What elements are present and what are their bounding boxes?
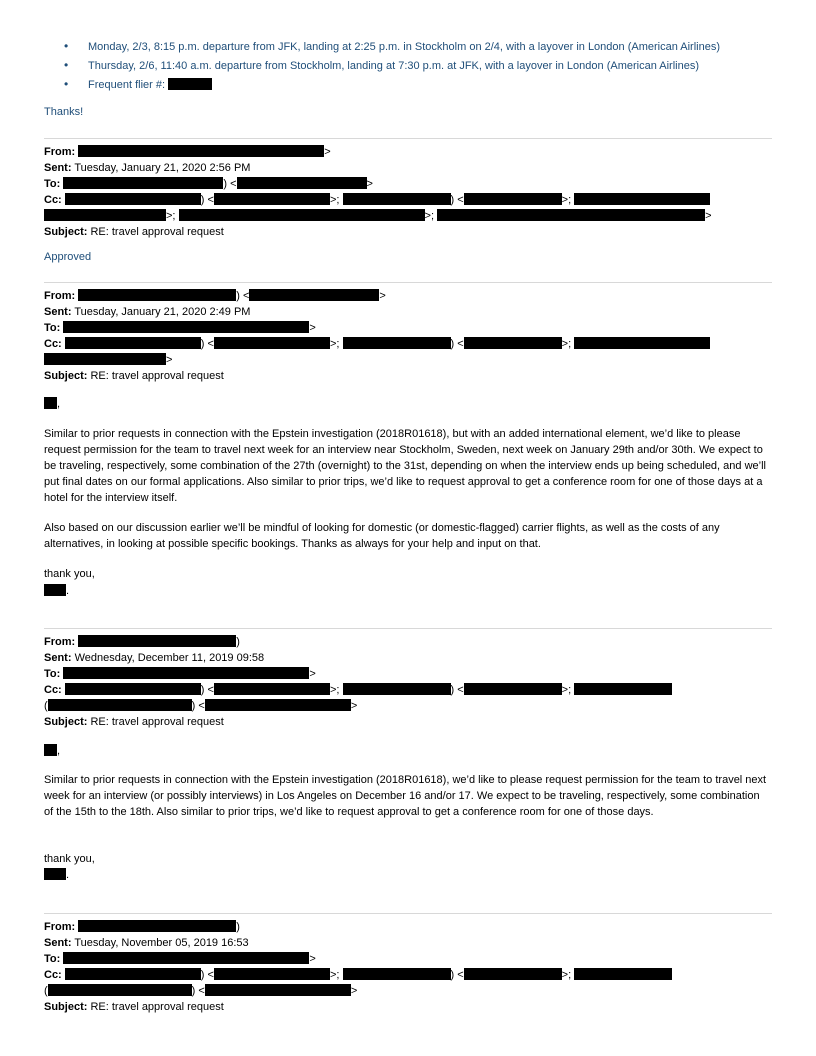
email-header (44, 628, 772, 731)
salutation: , (44, 397, 60, 410)
redaction (214, 683, 330, 695)
thanks-text: Thanks! (44, 106, 84, 118)
to-line: To: ) < > (44, 178, 373, 190)
redaction (343, 683, 451, 695)
divider (44, 138, 772, 139)
email-header (44, 282, 772, 385)
email-header (44, 913, 772, 1016)
redaction (464, 337, 562, 349)
bullet-text: Thursday, 2/6, 11:40 a.m. departure from Stockholm, landing at 7:30 p.m. at JFK, with a layover in London (American Airlines) (88, 60, 699, 72)
redaction (237, 177, 367, 189)
cc-line-cont: ( ) < > (44, 985, 358, 997)
subject-line: Subject: RE: travel approval request (44, 1001, 224, 1013)
redaction (48, 699, 192, 711)
redaction (343, 968, 451, 980)
redaction (574, 683, 672, 695)
redaction (78, 145, 324, 157)
from-line: From: ) (44, 636, 240, 648)
redaction (249, 289, 379, 301)
list-item (64, 78, 720, 97)
sent-line: Sent: Tuesday, January 21, 2020 2:49 PM (44, 306, 251, 318)
to-line: To: > (44, 953, 316, 965)
approved-text: Approved (44, 251, 92, 263)
redaction (44, 584, 66, 596)
redaction (214, 193, 330, 205)
list-item (64, 59, 720, 78)
redaction (214, 337, 330, 349)
list-item (64, 40, 720, 59)
cc-line: Cc: ) < >; ) < >; (44, 337, 772, 353)
redaction (65, 968, 201, 980)
cc-line: Cc: ) < >; ) < >; (44, 683, 772, 699)
redaction (44, 744, 57, 756)
redaction (574, 968, 672, 980)
signature: . (44, 584, 69, 597)
redaction (205, 984, 351, 996)
cc-line: Cc: ) < >; ) < >; (44, 968, 772, 984)
redaction (65, 193, 201, 205)
divider (44, 913, 772, 914)
redaction (78, 289, 236, 301)
bullet-text: Frequent flier #: (88, 79, 166, 91)
redaction (343, 193, 451, 205)
redaction (44, 868, 66, 880)
message-paragraph: Similar to prior requests in connection with the Epstein investigation (2018R01618), we’d like to please request permission for the team to travel next week for an interview (or possibly interviews) in Los Angeles on December 16 and/or 17. We expect to be traveling, respectively, some combination of the 15th to the 18th. Also similar to prior trips, we’d like to request approval to get a conference room for one of those days. (44, 774, 767, 818)
redaction (65, 683, 201, 695)
message-paragraph: Similar to prior requests in connection with the Epstein investigation (2018R01618), but with an added international element, we’d like to please request permission for the team to travel next week for an interview near Stockholm, Sweden, next week on January 29th and/or 30th. We expect to be traveling, respectively, some combination of the 27th (overnight) to the 31st, depending on when the interview ends up being scheduled, and we’ll put final dates on our formal applications. Also similar to prior trips, we’d like to request approval to get a conference room for one of those days at a hotel for the interview itself. (44, 428, 766, 504)
signature: . (44, 868, 69, 881)
redaction (437, 209, 705, 221)
redaction (65, 337, 201, 349)
cc-line-cont: > (44, 353, 772, 369)
bullet-text: Monday, 2/3, 8:15 p.m. departure from JFK, landing at 2:25 p.m. in Stockholm on 2/4, with a layover in London (American Airlines) (88, 41, 721, 53)
redaction (63, 177, 223, 189)
redaction (343, 337, 451, 349)
redaction (464, 683, 562, 695)
redaction (464, 193, 562, 205)
redaction (179, 209, 425, 221)
redaction (464, 968, 562, 980)
sent-line: Sent: Tuesday, January 21, 2020 2:56 PM (44, 162, 251, 174)
sent-line: Sent: Wednesday, December 11, 2019 09:58 (44, 652, 265, 664)
redaction (63, 321, 309, 333)
email-header (44, 138, 772, 241)
to-line: To: > (44, 322, 316, 334)
to-line: To: > (44, 668, 316, 680)
redaction (574, 193, 710, 205)
redaction (205, 699, 351, 711)
redaction (63, 952, 309, 964)
redaction (214, 968, 330, 980)
sent-line: Sent: Tuesday, November 05, 2019 16:53 (44, 937, 249, 949)
redaction (574, 337, 710, 349)
message-paragraph: Also based on our discussion earlier we’ll be mindful of looking for domestic (or domestic-flagged) carrier flights, as well as the costs of any alternatives, in looking at possible specific bookings. Thanks as always for your help and input on that. (44, 522, 720, 550)
redaction (168, 78, 212, 90)
signoff: thank you, (44, 853, 95, 865)
itinerary-list (64, 40, 720, 97)
from-line: From: ) (44, 921, 240, 933)
redaction (44, 209, 166, 221)
divider (44, 282, 772, 283)
subject-line: Subject: RE: travel approval request (44, 716, 224, 728)
salutation: , (44, 744, 60, 757)
redaction (78, 920, 236, 932)
redaction (78, 635, 236, 647)
redaction (48, 984, 192, 996)
cc-line: Cc: ) < >; ) < >; (44, 193, 772, 209)
redaction (44, 397, 57, 409)
redaction (44, 353, 166, 365)
subject-line: Subject: RE: travel approval request (44, 226, 224, 238)
redaction (63, 667, 309, 679)
signoff: thank you, (44, 568, 95, 580)
cc-line-cont: >; >; > (44, 209, 772, 225)
divider (44, 628, 772, 629)
from-line: From: > (44, 146, 331, 158)
cc-line-cont: ( ) < > (44, 700, 358, 712)
from-line: From: ) < > (44, 290, 386, 302)
subject-line: Subject: RE: travel approval request (44, 370, 224, 382)
